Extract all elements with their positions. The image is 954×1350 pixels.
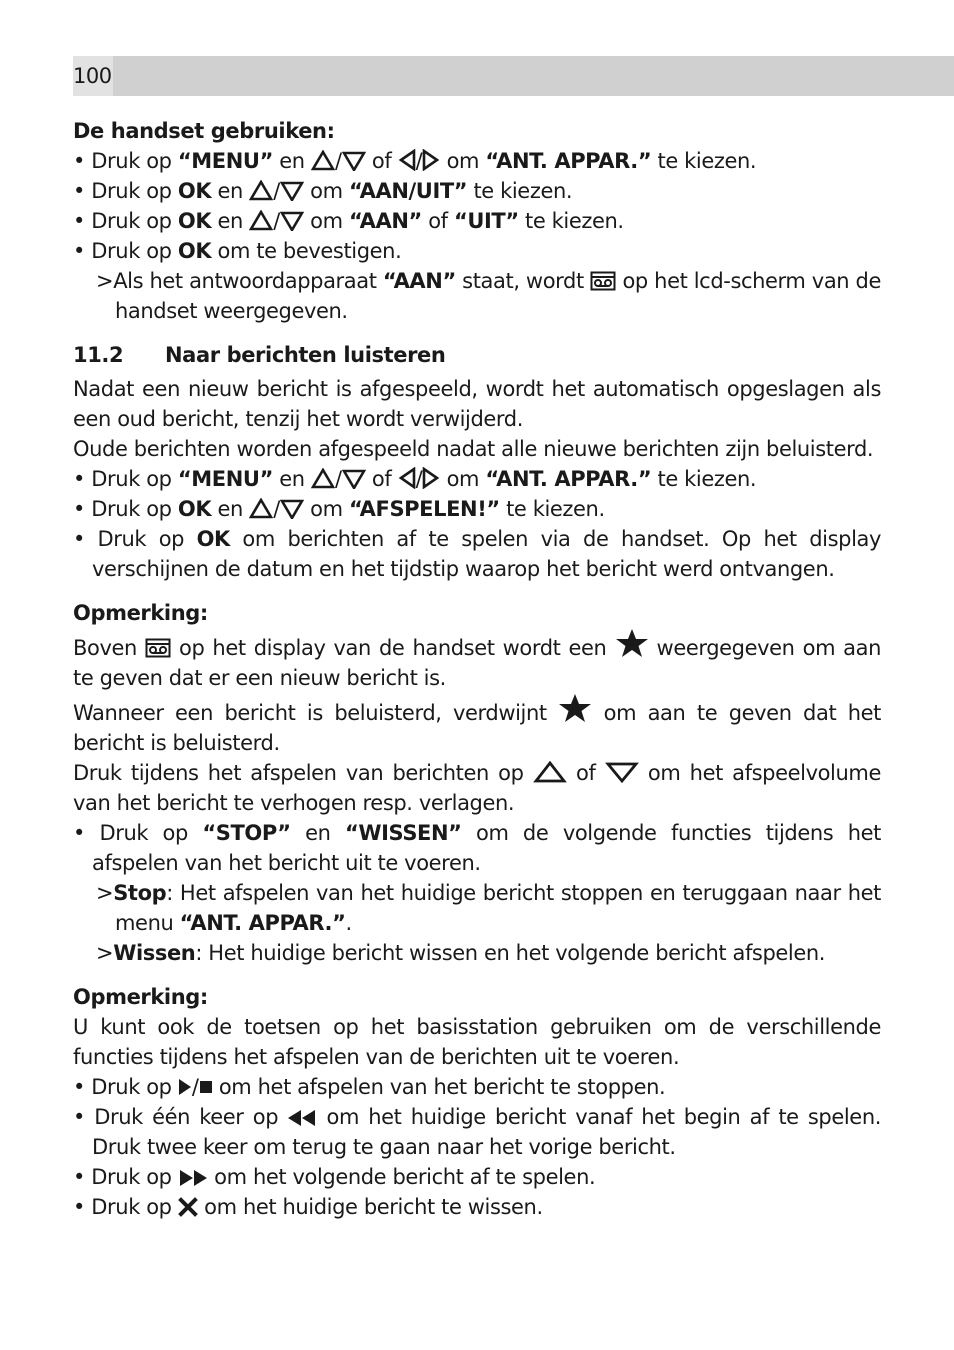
play-stop-icon	[178, 1077, 192, 1097]
triangle-right-icon	[422, 467, 440, 489]
note-heading: Opmerking:	[73, 601, 208, 625]
page-content	[73, 116, 881, 1222]
triangle-up-icon	[249, 498, 273, 519]
sub-item-stop: >Stop: Het afspelen van het huidige bericht stoppen en teruggaan naar het menu “ANT. APPAR.”.	[96, 881, 881, 935]
triangle-down-icon	[280, 498, 304, 519]
triangle-down-icon	[342, 150, 366, 171]
list-item: • Druk één keer op om het huidige bericht vanaf het begin af te spelen. Druk twee keer om terug te gaan naar het vorige bericht.	[73, 1105, 882, 1159]
page-number-box	[73, 56, 113, 96]
answering-machine-icon	[145, 638, 171, 658]
triangle-up-icon	[311, 150, 335, 171]
triangle-left-icon	[398, 149, 416, 171]
list-item: • Druk op OK en / om “AFSPELEN!” te kiezen.	[73, 497, 605, 521]
list-item: • Druk op OK en / om “AAN/UIT” te kiezen.	[73, 179, 573, 203]
list-item: • Druk op OK om te bevestigen.	[73, 239, 402, 263]
triangle-down-icon	[342, 468, 366, 489]
triangle-down-icon	[280, 180, 304, 201]
list-item: • Druk op OK om berichten af te spelen via de handset. Op het display verschijnen de datum en het tijdstip waarop het bericht werd ontvangen.	[73, 527, 881, 581]
paragraph: Wanneer een bericht is beluisterd, verdwijnt om aan te geven dat het bericht is beluisterd.	[73, 693, 881, 758]
answering-machine-icon	[590, 271, 616, 291]
fast-forward-icon	[178, 1169, 208, 1187]
page-number: 100	[73, 64, 112, 88]
triangle-up-icon	[311, 468, 335, 489]
list-item: • Druk op om het volgende bericht af te spelen.	[73, 1165, 596, 1189]
section-heading-handset: De handset gebruiken:	[73, 119, 335, 143]
list-item: • Druk op “STOP” en “WISSEN” om de volgende functies tijdens het afspelen van het bericht uit te voeren.	[73, 821, 881, 875]
delete-x-icon	[178, 1197, 198, 1217]
triangle-up-icon	[533, 761, 567, 783]
triangle-down-icon	[605, 761, 639, 783]
star-icon	[558, 693, 592, 723]
triangle-left-icon	[398, 467, 416, 489]
list-item: • Druk op OK en / om “AAN” of “UIT” te kiezen.	[73, 209, 624, 233]
paragraph: Boven op het display van de handset wordt een weergegeven om aan te geven dat er een nieuw bericht is.	[73, 628, 881, 693]
triangle-up-icon	[249, 210, 273, 231]
triangle-right-icon	[422, 149, 440, 171]
list-item: • Druk op “MENU” en / of / om “ANT. APPAR.” te kiezen.	[73, 149, 757, 173]
sub-item-wissen: >Wissen: Het huidige bericht wissen en het volgende bericht afspelen.	[96, 941, 826, 965]
paragraph: Oude berichten worden afgespeeld nadat alle nieuwe berichten zijn beluisterd.	[73, 437, 874, 461]
section-heading-11-2	[73, 340, 881, 370]
paragraph: Druk tijdens het afspelen van berichten op of om het afspeelvolume van het bericht te verhogen resp. verlagen.	[73, 761, 881, 815]
list-item: • Druk op / om het afspelen van het bericht te stoppen.	[73, 1075, 666, 1099]
list-item: • Druk op “MENU” en / of / om “ANT. APPAR.” te kiezen.	[73, 467, 757, 491]
triangle-up-icon	[249, 180, 273, 201]
paragraph: Nadat een nieuw bericht is afgespeeld, wordt het automatisch opgeslagen als een oud bericht, tenzij het wordt verwijderd.	[73, 377, 881, 431]
list-item: • Druk op om het huidige bericht te wissen.	[73, 1195, 543, 1219]
section-title: Naar berichten luisteren	[165, 343, 446, 367]
paragraph: U kunt ook de toetsen op het basisstation gebruiken om de verschillende functies tijdens het afspelen van de berichten uit te voeren.	[73, 1015, 881, 1069]
note-heading: Opmerking:	[73, 985, 208, 1009]
star-icon	[615, 628, 649, 658]
rewind-icon	[287, 1109, 317, 1127]
stop-square-icon	[199, 1077, 213, 1097]
section-number: 11.2	[73, 343, 124, 367]
result-note: >Als het antwoordapparaat “AAN” staat, wordt op het lcd-scherm van de handset weergegeven.	[96, 269, 881, 323]
page-header	[73, 56, 954, 96]
triangle-down-icon	[280, 210, 304, 231]
